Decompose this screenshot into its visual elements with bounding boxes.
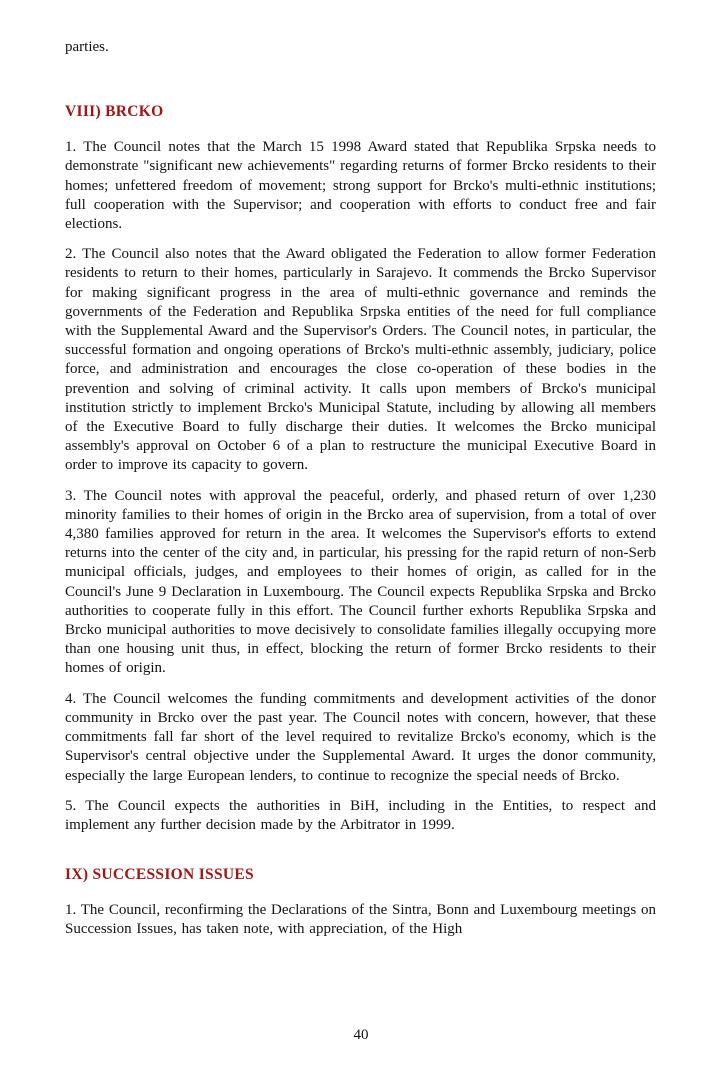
paragraph-succession-1: 1. The Council, reconfirming the Declarations of the Sintra, Bonn and Luxembourg meetings on Succession Issues, has taken note, with appreciation, of the High — [65, 902, 656, 938]
paragraph-brcko-3: 3. The Council notes with approval the peaceful, orderly, and phased return of over 1,230 minority families to their homes of origin in the Brcko area of supervision, from a total of over 4,380 families approved for return in the area. It welcomes the Supervisor's efforts to extend returns into the center of the city and, in particular, his pressing for the rapid return of non-Serb municipal officials, judges, and employees to their homes of origin, as called for in the Council's June 9 Declaration in Luxembourg. The Council expects Republika Srpska and Brcko authorities to cooperate fully in this effort. The Council further exhorts Republika Srpska and Brcko municipal authorities to move decisively to consolidate families illegally occupying more than one housing unit thus, in effect, blocking the return of former Brcko residents to their homes of origin. — [65, 487, 656, 677]
section-heading-brcko: VIII) BRCKO — [65, 103, 164, 121]
paragraph-brcko-1: 1. The Council notes that the March 15 1998 Award stated that Republika Srpska needs to demonstrate "significant new achievements" regarding returns of former Brcko residents to their homes; unfettered freedom of movement; strong support for Brcko's multi-ethnic institutions; full cooperation with the Supervisor; and cooperation with efforts to conduct free and fair elections. — [65, 139, 656, 233]
paragraph-brcko-4: 4. The Council welcomes the funding commitments and development activities of the donor community in Brcko over the past year. The Council notes with concern, however, that these commitments fall far short of the level required to revitalize Brcko's economy, which is the Supervisor's central objective under the Supplemental Award. It urges the donor community, especially the large European lenders, to continue to recognize the special needs of Brcko. — [65, 690, 656, 784]
leading-paragraph: parties. — [65, 39, 109, 55]
page-number: 40 — [353, 1027, 369, 1043]
paragraph-brcko-5: 5. The Council expects the authorities in BiH, including in the Entities, to respect and implement any further decision made by the Arbitrator in 1999. — [65, 797, 656, 833]
section-heading-succession-issues: IX) SUCCESSION ISSUES — [65, 866, 254, 884]
paragraph-brcko-2: 2. The Council also notes that the Award obligated the Federation to allow former Federation residents to return to their homes, particularly in Sarajevo. It commends the Brcko Supervisor for making significant progress in the area of multi-ethnic governance and reminds the governments of the Federation and Republika Srpska entities of the need for full compliance with the Supplemental Award and the Supervisor's Orders. The Council notes, in particular, the successful formation and ongoing operations of Brcko's multi-ethnic assembly, judiciary, police force, and administration and encourages the close co-operation of these bodies in the prevention and solving of criminal activity. It calls upon members of Brcko's municipal institution strictly to implement Brcko's Municipal Statute, including by allowing all members of the Executive Board to fully discharge their duties. It welcomes the Brcko municipal assembly's approval on October 6 of a plan to restructure the municipal Executive Board in order to improve its capacity to govern. — [65, 246, 656, 474]
